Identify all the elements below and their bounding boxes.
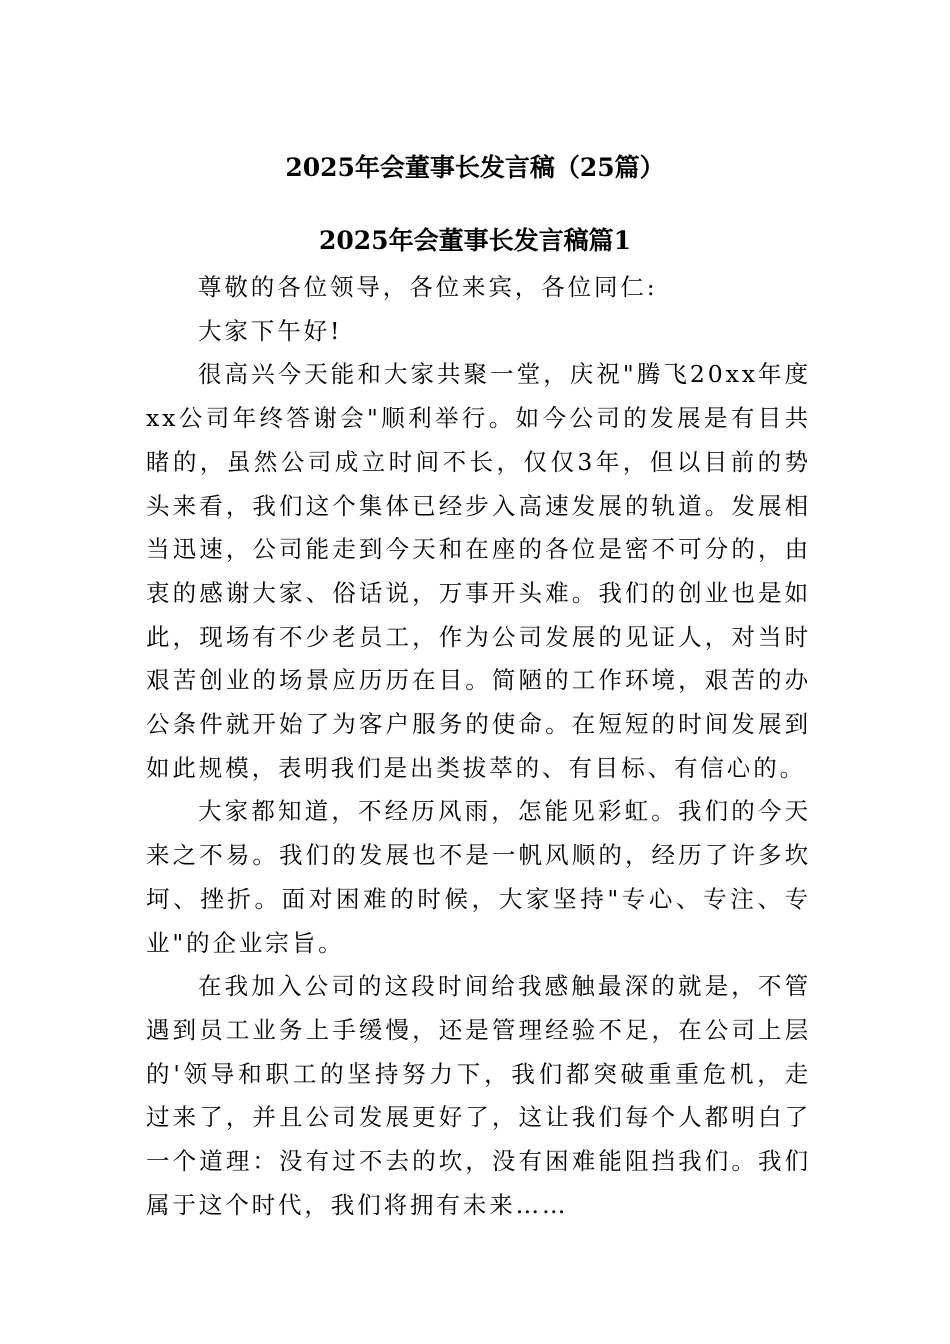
paragraph-reflection: 在我加入公司的这段时间给我感触最深的就是，不管遇到员工业务上手缓慢，还是管理经验不足，在公司上层的'领导和职工的坚持努力下，我们都突破重重危机，走过来了，并且公司发展更好了，这让我们每个人都明白了一个道理：没有过不去的坎，没有困难能阻挡我们。我们属于这个时代，我们将拥有未来…… [146,972,811,1219]
paragraph-company-growth: 很高兴今天能和大家共聚一堂，庆祝"腾飞20xx年度xx公司年终答谢会"顺利举行。如今公司的发展是有目共睹的，虽然公司成立时间不长，仅仅3年，但以目前的势头来看，我们这个集体已经步入高速发展的轨道。发展相当迅速，公司能走到今天和在座的各位是密不可分的，由衷的感谢大家、俗话说，万事开头难。我们的创业也是如此，现场有不少老员工，作为公司发展的见证人，对当时艰苦创业的场景应历历在目。简陋的工作环境，艰苦的办公条件就开始了为客户服务的使命。在短短的时间发展到如此规模，表明我们是出类拔萃的、有目标、有信心的。 [146,360,811,782]
document-title: 2025年会董事长发言稿（25篇） [285,153,665,182]
paragraph-greeting: 尊敬的各位领导，各位来宾，各位同仁: [198,273,658,301]
paragraph-salutation: 大家下午好! [198,316,343,345]
section-title: 2025年会董事长发言稿篇1 [319,226,631,255]
paragraph-hardships: 大家都知道，不经历风雨，怎能见彩虹。我们的今天来之不易。我们的发展也不是一帆风顺的，经历了许多坎坷、挫折。面对困难的时候，大家坚持"专心、专注、专业"的企业宗旨。 [146,797,811,957]
document-body [146,266,811,1227]
